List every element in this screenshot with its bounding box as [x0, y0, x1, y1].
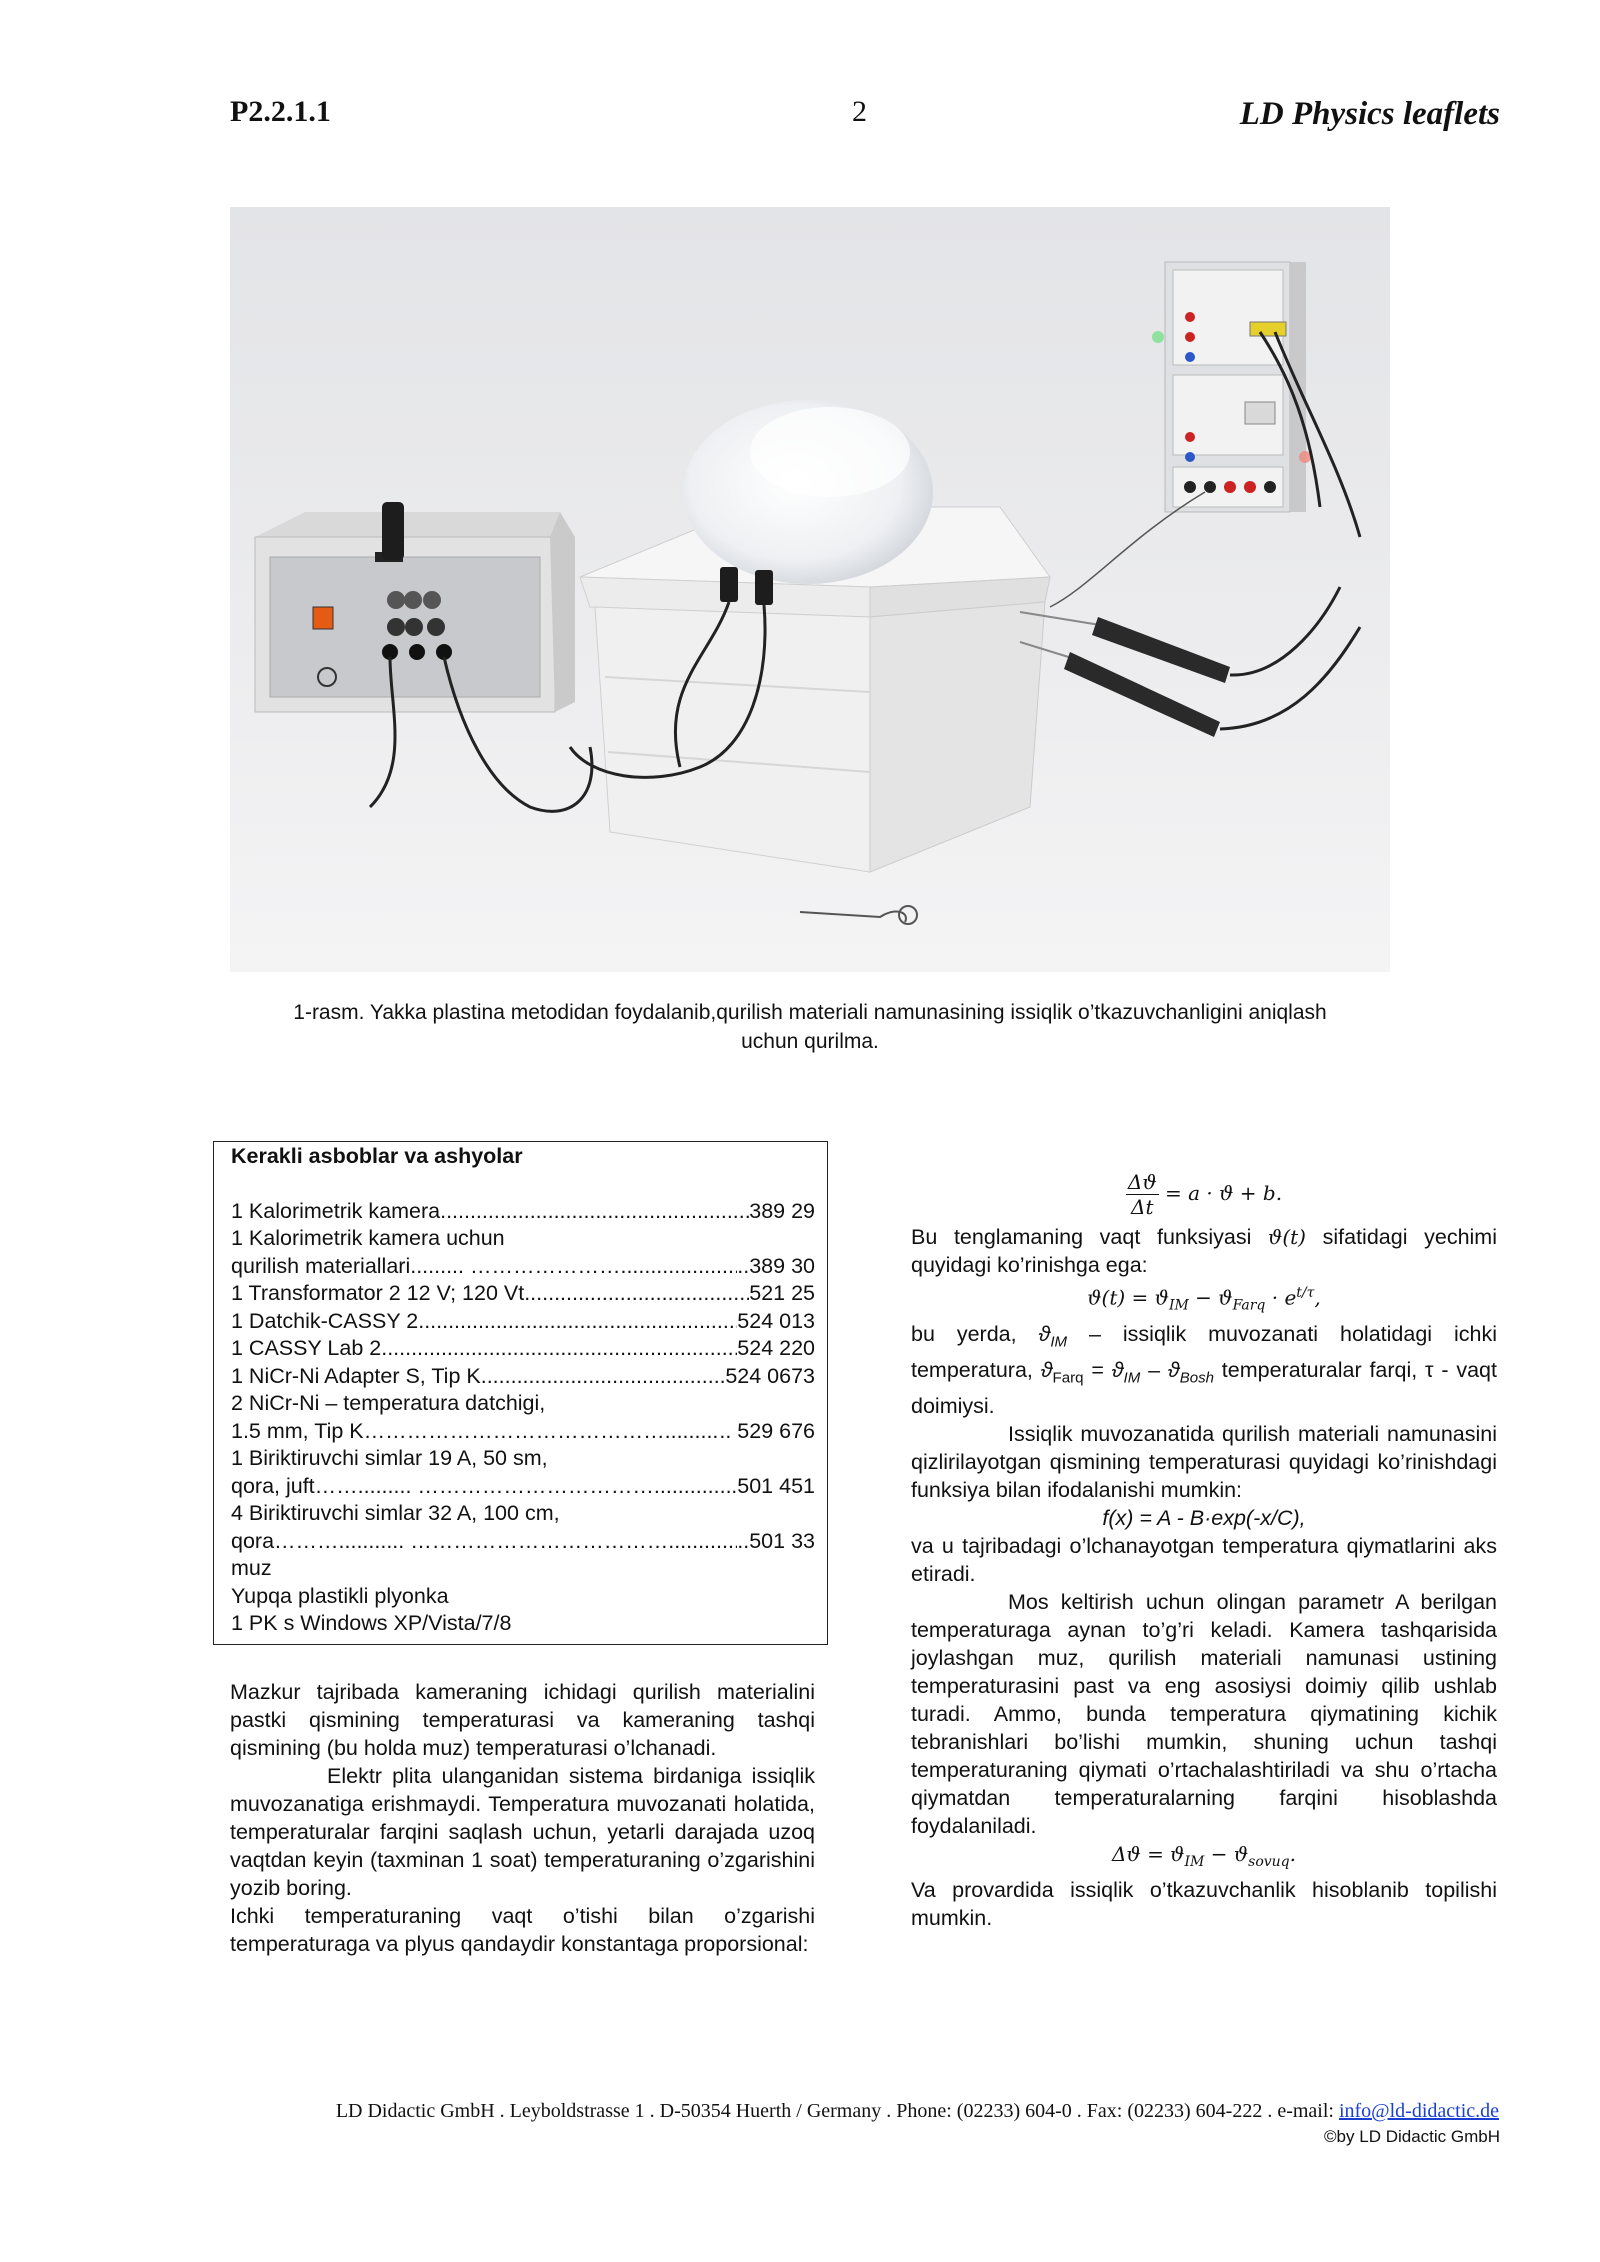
- equation-4: [911, 1840, 1497, 1876]
- equipment-item: [231, 1528, 815, 1556]
- eq4-sub-2: sovuq: [1248, 1854, 1290, 1871]
- p1-text-a: Bu tenglamaning vaqt funksiyasi: [911, 1225, 1269, 1249]
- equipment-item-number: 389 29: [749, 1198, 815, 1223]
- equipment-item-label: 1 Kalorimetrik kamera: [231, 1198, 441, 1223]
- eq2-mid: − ϑ: [1188, 1285, 1233, 1310]
- eq1-numerator: Δϑ: [1127, 1170, 1157, 1194]
- p2-sub-3: IM: [1123, 1369, 1141, 1387]
- right-paragraph-6: Va provardida issiqlik o’tkazuvchanlik hisoblanib topilishi mumkin.: [911, 1878, 1497, 1931]
- equipment-item: 4 Biriktiruvchi simlar 32 A, 100 cm,: [231, 1501, 560, 1525]
- left-paragraph-1: Mazkur tajribada kameraning ichidagi qurilish materialini pastki qismining temperaturasi va kameraning tashqi qismining (bu holda muz) temperaturasi o’lchanadi.: [230, 1680, 815, 1760]
- equipment-item-number: 521 25: [749, 1281, 815, 1305]
- equation-3: [911, 1504, 1497, 1532]
- eq2-sub-1: IM: [1168, 1297, 1189, 1314]
- p2-symbol-2: ϑ: [1040, 1357, 1053, 1382]
- equipment-item-label: 1.5 mm, Tip K……………………………………: [231, 1418, 665, 1443]
- equipment-item-number: .. 529 676: [719, 1418, 815, 1443]
- equipment-item-number: 524 220: [737, 1336, 815, 1360]
- caption-line-1: 1-rasm. Yakka plastina metodidan foydalanib,qurilish materiali namunasining issiqlik o’tkazuvchanligini aniqlash: [293, 1001, 1327, 1024]
- eq2-sub-2: Farq: [1232, 1297, 1266, 1314]
- eq4-sub-1: IM: [1184, 1854, 1205, 1871]
- p1-text-b: sifatidagi yechimi quyidagi ko’rinishga ega:: [911, 1225, 1497, 1277]
- left-column: [230, 1678, 815, 1958]
- eq2-tail: · e: [1265, 1285, 1297, 1310]
- p2-symbol-1: ϑ: [1038, 1321, 1051, 1346]
- equipment-item: [231, 1280, 815, 1308]
- equipment-item-number: 524 0673: [725, 1363, 815, 1388]
- equation-1: [911, 1170, 1497, 1219]
- equipment-item: [231, 1335, 815, 1363]
- equipment-list: [213, 1141, 828, 1645]
- equipment-item: 2 NiCr-Ni – temperatura datchigi,: [231, 1391, 546, 1415]
- footer-email-link[interactable]: info@ld-didactic.de: [1338, 2100, 1499, 2122]
- eq1-rhs: = a · ϑ + b.: [1165, 1181, 1283, 1205]
- footer-text: LD Didactic GmbH . Leyboldstrasse 1 . D-50354 Huerth / Germany . Phone: (02233) 604-0 . Fax: (02233) 604-222 . e-mail:: [335, 2100, 1339, 2122]
- eq2-lhs: ϑ(t) = ϑ: [1087, 1285, 1169, 1310]
- right-paragraph-3: Issiqlik muvozanatida qurilish materiali namunasini qizlirilayotgan qismining temperaturasi quyidagi ko’rinishdagi funksiya bilan ifodalanishi mumkin:: [911, 1422, 1497, 1503]
- leader-dots: [654, 1473, 731, 1501]
- leader-dots: [626, 1253, 737, 1281]
- equipment-item: 1 Kalorimetrik kamera uchun: [231, 1226, 505, 1250]
- footer-address: [237, 2100, 1499, 2123]
- p2-sub-4: Bosh: [1179, 1369, 1214, 1387]
- right-paragraph-2: [911, 1320, 1497, 1421]
- leader-dots: [668, 1528, 737, 1556]
- eq2-exponent: t/τ: [1296, 1285, 1315, 1301]
- page-number: 2: [852, 95, 867, 128]
- apparatus-photo: [230, 207, 1390, 972]
- equipment-item: [231, 1198, 815, 1226]
- caption-line-2: uchun qurilma.: [741, 1030, 879, 1053]
- p2-text-d: –: [1140, 1357, 1168, 1382]
- figure-caption: [230, 998, 1390, 1056]
- equation-2: [911, 1279, 1497, 1320]
- equipment-item: 1 Biriktiruvchi simlar 19 A, 50 sm,: [231, 1446, 548, 1470]
- equipment-title: Kerakli asboblar va ashyolar: [231, 1144, 523, 1168]
- right-paragraph-1: [911, 1223, 1497, 1279]
- leader-dots: [524, 1280, 749, 1308]
- p2-sub-1: IM: [1050, 1332, 1068, 1350]
- equipment-item-label: 1 Transformator 2 12 V; 120 Vt: [231, 1281, 525, 1305]
- p2-symbol-3: ϑ: [1111, 1357, 1124, 1382]
- equipment-item-label: 1 CASSY Lab 2: [231, 1336, 382, 1360]
- right-paragraph-5: Mos keltirish uchun olingan parametr A berilgan temperaturaga aynan to’g’ri keladi. Kamera tashqarisida joylashgan muz, qurilish materiali namunasi ustining temperaturasini past va eng asosiysi doimiy qilib ushlab turadi. Ammo, bunda temperatura qiymatining kichik tebranishlari bo’lishi mumkin, shuning uchun tashqi temperaturaning qiymati o’rtachalashtiriladi va shu o’rtacha qiymatdan temperaturalarning farqini hisoblashda foydalaniladi.: [911, 1590, 1497, 1839]
- equipment-item-number: ..389 30: [737, 1253, 815, 1278]
- eq4-a: Δϑ = ϑ: [1111, 1842, 1185, 1867]
- equipment-item-label: 1 Datchik-CASSY 2: [231, 1308, 419, 1333]
- p2-text-a: bu yerda,: [911, 1321, 1039, 1346]
- copyright: ©by LD Didactic GmbH: [1324, 2127, 1500, 2146]
- left-paragraph-3: Ichki temperaturaning vaqt o’tishi bilan o’zgarishi temperaturaga va plyus qandaydir konstantaga proporsional:: [230, 1904, 815, 1956]
- equipment-item: Yupqa plastikli plyonka: [231, 1583, 449, 1608]
- eq2-end: ,: [1314, 1285, 1321, 1310]
- equipment-item-label: qora, juft……......... ……………………………: [231, 1473, 654, 1498]
- p1-function: ϑ(t): [1268, 1225, 1306, 1249]
- eq4-c: .: [1289, 1842, 1297, 1867]
- document-code: P2.2.1.1: [230, 95, 331, 128]
- left-paragraph-2: Elektr plita ulanganidan sistema birdaniga issiqlik muvozanatiga erishmaydi. Temperatura muvozanati holatida, temperaturalar farqini saqlash uchun, yetarli darajada uzoq vaqtdan keyin (taxminan 1 soat) temperaturaning o’zgarishini yozib boring.: [230, 1764, 815, 1900]
- equipment-item: [231, 1363, 815, 1391]
- p2-text-b: – issiqlik muvozanati holatidagi ichki temperatura,: [911, 1321, 1497, 1382]
- equipment-item: [231, 1473, 815, 1501]
- eq3-text: f(x) = A - B·exp(-x/C),: [1102, 1506, 1306, 1531]
- eq1-denominator: Δt: [1131, 1195, 1154, 1219]
- p2-sub-2: Farq: [1052, 1369, 1084, 1387]
- leader-dots: [418, 1308, 737, 1336]
- p2-text-c: =: [1083, 1357, 1112, 1382]
- brand-title: LD Physics leaflets: [1239, 96, 1500, 132]
- equipment-item: [231, 1308, 815, 1336]
- leader-dots: [665, 1418, 720, 1446]
- leader-dots: [381, 1335, 737, 1363]
- p2-text-e: temperaturalar farqi, τ - vaqt doimiysi.: [911, 1357, 1497, 1419]
- equipment-item-number: .501 451: [731, 1473, 815, 1498]
- equipment-item-label: 1 NiCr-Ni Adapter S, Tip K: [231, 1363, 481, 1388]
- equipment-rows: [231, 1198, 815, 1638]
- leader-dots: [440, 1198, 749, 1226]
- equipment-item: [231, 1253, 815, 1281]
- equipment-item: [231, 1418, 815, 1446]
- right-paragraph-4: va u tajribadagi o’lchanayotgan temperatura qiymatlarini aks etiradi.: [911, 1534, 1497, 1587]
- equipment-item-label: qora………........... ………………………………: [231, 1528, 669, 1553]
- equipment-item-number: 524 013: [737, 1308, 815, 1333]
- equipment-item-label: qurilish materiallari......... ………………….: [231, 1253, 627, 1278]
- equipment-item-number: ..501 33: [737, 1528, 815, 1553]
- eq4-b: − ϑ: [1204, 1842, 1249, 1867]
- leader-dots: [481, 1363, 726, 1391]
- p2-symbol-4: ϑ: [1167, 1357, 1180, 1382]
- equipment-item: 1 PK s Windows XP/Vista/7/8: [231, 1611, 512, 1635]
- equipment-item: muz: [231, 1556, 272, 1580]
